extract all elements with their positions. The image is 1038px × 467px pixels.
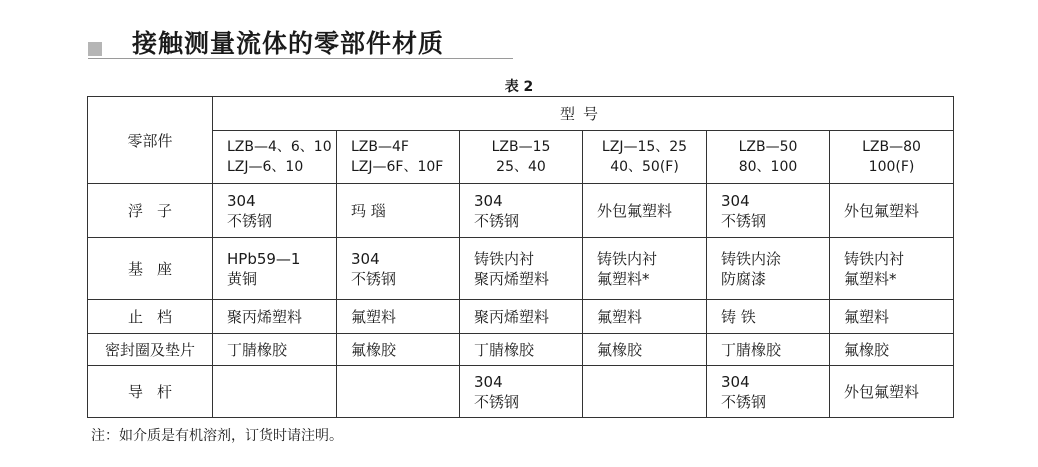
model-header-1 <box>213 131 337 184</box>
cell-line: LZB—4F <box>351 139 409 155</box>
cell-line: 304 <box>351 249 380 268</box>
material-cell <box>583 334 707 366</box>
material-cell <box>707 366 830 418</box>
heading-underline <box>88 58 513 59</box>
cell-line: 氟塑料 <box>597 307 643 326</box>
material-cell <box>337 184 460 238</box>
cell-line: 25、40 <box>496 159 546 175</box>
heading-square-marker <box>88 42 102 56</box>
cell-line: 丁腈橡胶 <box>227 340 288 359</box>
parts-column-header: 零部件 <box>88 97 213 184</box>
cell-line: 不锈钢 <box>351 269 397 288</box>
cell-line: LZJ—15、25 <box>601 139 688 155</box>
cell-line: 外包氟塑料 <box>844 201 920 220</box>
cell-line: 不锈钢 <box>474 392 520 411</box>
cell-line: 黄铜 <box>227 269 258 288</box>
cell-line: 防腐漆 <box>721 269 767 288</box>
cell-line: 80、100 <box>738 159 798 175</box>
cell-line: LZB—15 <box>491 139 551 155</box>
material-cell <box>460 300 583 334</box>
material-cell <box>707 184 830 238</box>
cell-line: LZJ—6F、10F <box>351 159 444 175</box>
table-row-base <box>88 238 954 300</box>
cell-line: LZB—80 <box>862 139 921 155</box>
section-title: 接触测量流体的零部件材质 <box>132 29 445 58</box>
cell-line: 不锈钢 <box>474 211 520 230</box>
material-cell <box>337 334 460 366</box>
cell-line: LZJ—6、10 <box>227 159 304 175</box>
material-cell <box>213 334 337 366</box>
table-row-float <box>88 184 954 238</box>
cell-line: 氟塑料* <box>844 269 897 288</box>
cell-line: LZB—4、6、10 <box>227 139 332 155</box>
material-cell <box>830 334 954 366</box>
cell-line: 不锈钢 <box>227 211 273 230</box>
material-cell <box>460 184 583 238</box>
material-cell <box>460 238 583 300</box>
model-group-header: 型号 <box>213 97 954 131</box>
cell-line: 聚丙烯塑料 <box>227 307 303 326</box>
material-cell <box>707 334 830 366</box>
table-row-seal-gasket <box>88 334 954 366</box>
cell-line: 外包氟塑料 <box>597 201 673 220</box>
materials-table <box>87 96 954 418</box>
row-header-stop: 止档 <box>88 300 213 334</box>
material-cell <box>213 366 337 418</box>
material-cell <box>830 366 954 418</box>
cell-line: 氟塑料 <box>351 307 397 326</box>
material-cell <box>583 300 707 334</box>
material-cell <box>583 184 707 238</box>
material-cell <box>830 238 954 300</box>
cell-line: 304 <box>227 191 256 210</box>
material-cell <box>337 300 460 334</box>
cell-line: 聚丙烯塑料 <box>474 307 550 326</box>
cell-line: 丁腈橡胶 <box>474 340 535 359</box>
material-cell <box>213 300 337 334</box>
cell-line: 聚丙烯塑料 <box>474 269 550 288</box>
cell-line: 外包氟塑料 <box>844 382 920 401</box>
table-row-stop <box>88 300 954 334</box>
cell-line: 玛 瑙 <box>351 201 386 220</box>
cell-line: 304 <box>721 372 750 391</box>
model-header-2 <box>337 131 460 184</box>
cell-line: HPb59—1 <box>227 249 301 268</box>
cell-line: 氟橡胶 <box>844 340 890 359</box>
table-row-guide-rod <box>88 366 954 418</box>
row-header-guide-rod: 导杆 <box>88 366 213 418</box>
cell-line: 丁腈橡胶 <box>721 340 782 359</box>
model-header-5 <box>707 131 830 184</box>
material-cell <box>830 300 954 334</box>
table-caption: 表 2 <box>504 79 534 95</box>
cell-line: 氟塑料* <box>597 269 650 288</box>
material-cell <box>583 238 707 300</box>
cell-line: 铸铁内衬 <box>597 249 658 268</box>
material-cell <box>337 238 460 300</box>
section-heading <box>88 22 513 62</box>
material-cell <box>583 366 707 418</box>
cell-line: 不锈钢 <box>721 392 767 411</box>
cell-line: 不锈钢 <box>721 211 767 230</box>
model-header-3 <box>460 131 583 184</box>
model-header-6 <box>830 131 954 184</box>
cell-line: LZB—50 <box>738 139 798 155</box>
row-header-base: 基座 <box>88 238 213 300</box>
material-cell <box>460 334 583 366</box>
cell-line: 304 <box>474 372 503 391</box>
row-header-seal-gasket: 密封圈及垫片 <box>88 334 213 366</box>
material-cell <box>707 300 830 334</box>
material-cell <box>460 366 583 418</box>
cell-line: 铸铁内衬 <box>844 249 905 268</box>
material-cell <box>830 184 954 238</box>
material-cell <box>213 184 337 238</box>
cell-line: 100(F) <box>868 159 915 175</box>
material-cell <box>213 238 337 300</box>
cell-line: 304 <box>721 191 750 210</box>
model-header-4 <box>583 131 707 184</box>
cell-line: 304 <box>474 191 503 210</box>
cell-line: 氟橡胶 <box>351 340 397 359</box>
cell-line: 40、50(F) <box>610 159 679 175</box>
cell-line: 氟塑料 <box>844 307 890 326</box>
material-cell <box>707 238 830 300</box>
footnote: 注：如介质是有机溶剂，订货时请注明。 <box>91 428 343 444</box>
material-cell <box>337 366 460 418</box>
cell-line: 铸 铁 <box>721 307 756 326</box>
row-header-float: 浮子 <box>88 184 213 238</box>
cell-line: 氟橡胶 <box>597 340 643 359</box>
cell-line: 铸铁内涂 <box>721 249 782 268</box>
cell-line: 铸铁内衬 <box>474 249 535 268</box>
